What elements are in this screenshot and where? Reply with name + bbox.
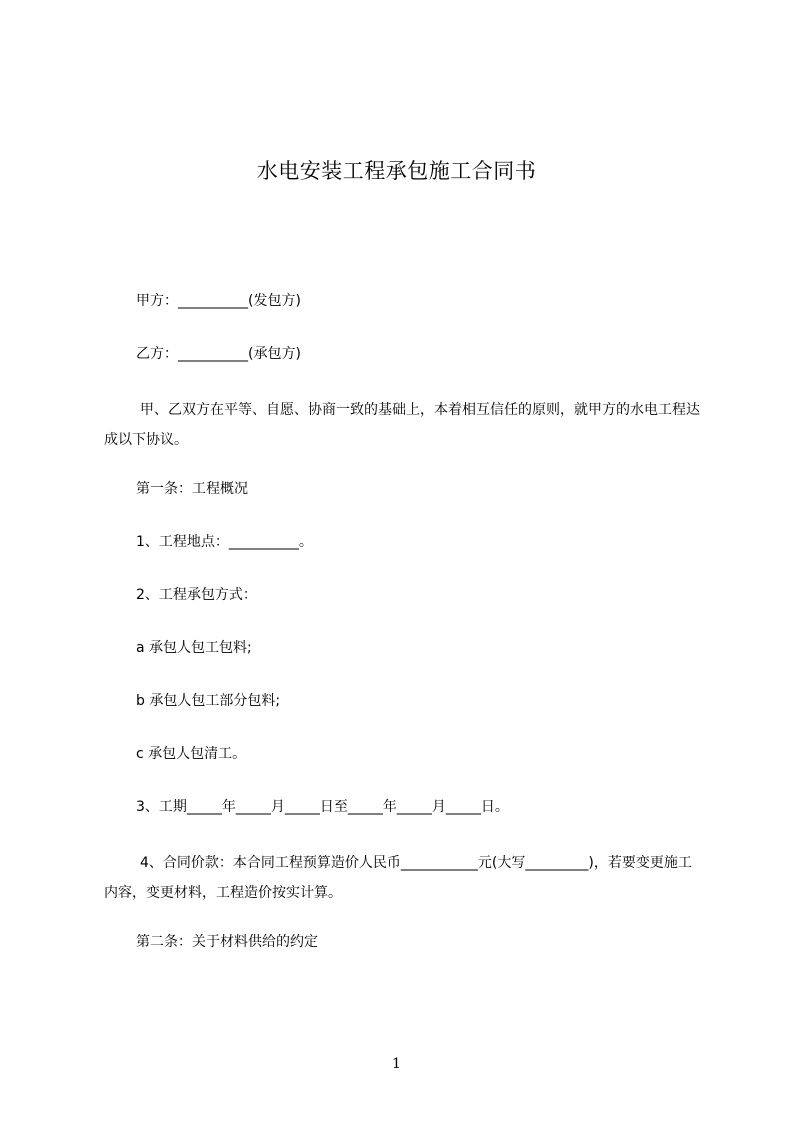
article-2-heading: 第二条：关于材料供给的约定: [136, 934, 318, 950]
option-a: a 承包人包工包料;: [136, 640, 252, 656]
page-number: 1: [392, 1056, 401, 1072]
intro-paragraph: 甲、乙双方在平等、自愿、协商一致的基础上，本着相互信任的原则，就甲方的水电工程达成以下协议。: [104, 402, 700, 448]
option-b: b 承包人包工部分包料;: [136, 693, 281, 709]
item-3-period: 3、工期_____年_____月_____日至_____年_____月_____日。: [136, 799, 509, 815]
article-1-heading: 第一条：工程概况: [136, 481, 248, 497]
item-1-location: 1、工程地点：__________。: [136, 534, 313, 550]
item-4-price: 4、合同价款：本合同工程预算造价人民币___________元(大写_________)，若要变更施工内容，变更材料，工程造价按实计算。: [104, 855, 692, 901]
item-2-method: 2、工程承包方式：: [136, 587, 257, 603]
party-a-line: 甲方：__________(发包方): [136, 293, 301, 309]
document-title: 水电安装工程承包施工合同书: [256, 159, 537, 184]
party-b-line: 乙方：__________(承包方): [136, 346, 301, 362]
option-c: c 承包人包清工。: [136, 746, 247, 762]
